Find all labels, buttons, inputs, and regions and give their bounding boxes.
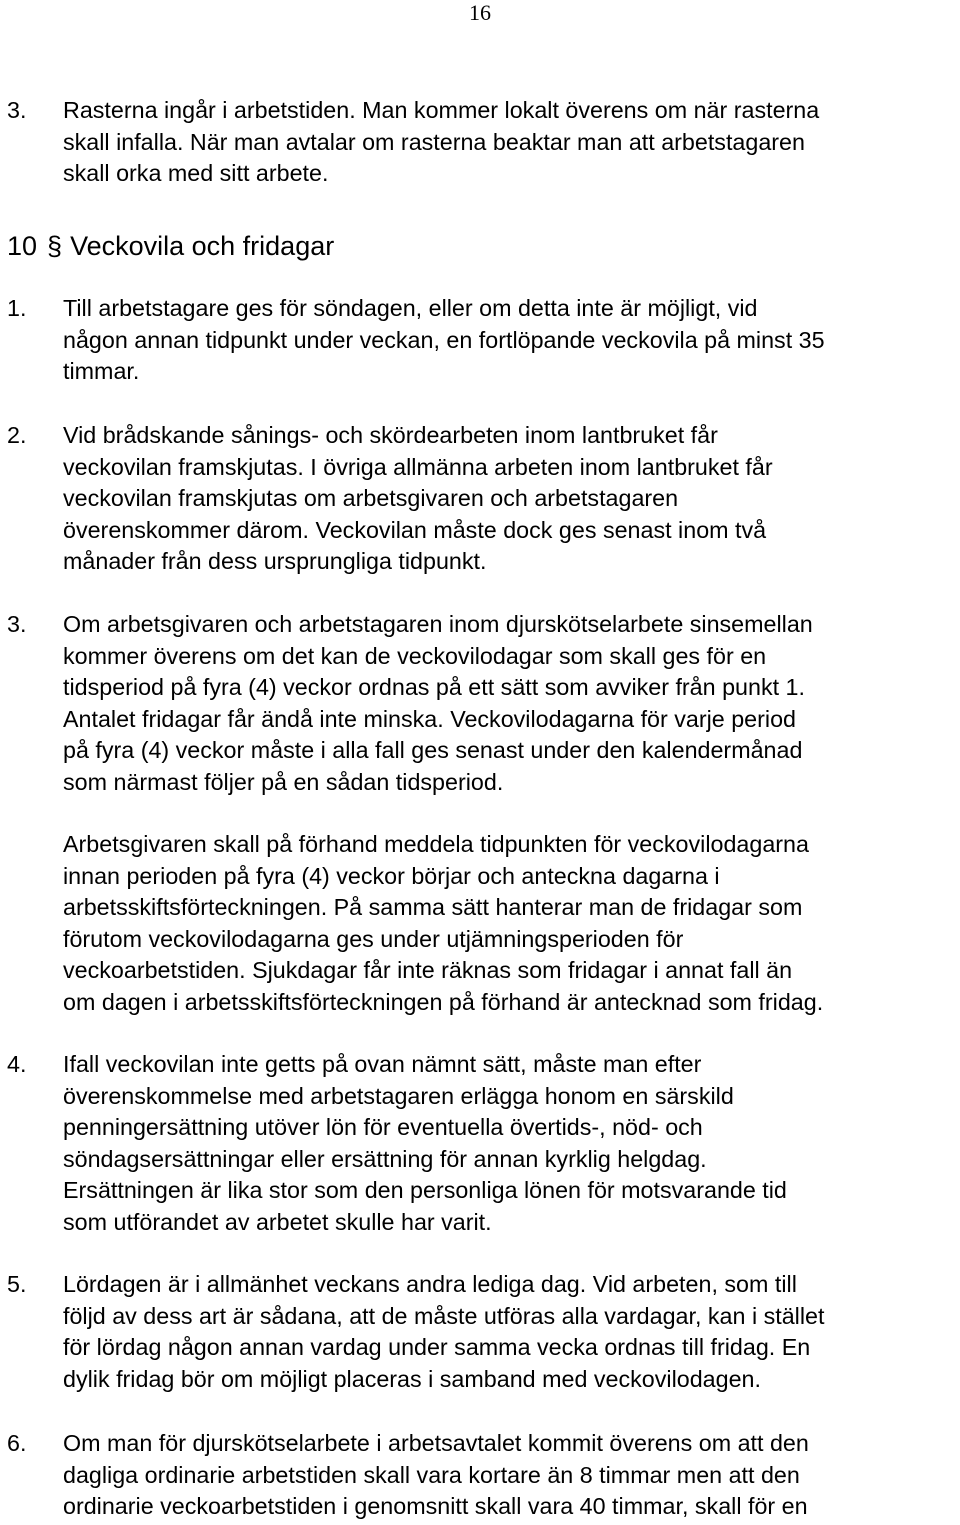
text-line: veckovilan framskjutas om arbetsgivaren och arbetstagaren (63, 485, 679, 511)
text-line: Lördagen är i allmänhet veckans andra lediga dag. Vid arbeten, som till (63, 1271, 797, 1297)
text-line: Rasterna ingår i arbetstiden. Man kommer lokalt överens om när rasterna (63, 97, 820, 123)
text-line: Till arbetstagare ges för söndagen, eller om detta inte är möjligt, vid (63, 295, 758, 321)
section-title: Veckovila och fridagar (70, 231, 335, 261)
text-line: kommer överens om det kan de veckovilodagar som skall ges för en (63, 642, 767, 669)
section-heading (7, 229, 334, 263)
page-number: 16 (469, 0, 491, 25)
section-symbol: § (47, 231, 63, 261)
text-line: dagliga ordinarie arbetstiden skall vara kortare än 8 timmar men att den (63, 1461, 800, 1488)
text-line: Om arbetsgivaren och arbetstagaren inom djurskötselarbete sinsemellan (63, 611, 813, 637)
text-line: tidsperiod på fyra (4) veckor ordnas på ett sätt som avviker från punkt 1. (63, 674, 805, 700)
text-line: veckoarbetstiden. Sjukdagar får inte räknas som fridagar i annat fall än (63, 957, 793, 983)
text-line: skall infalla. När man avtalar om rasterna beaktar man att arbetstagaren (63, 128, 805, 155)
text-line: någon annan tidpunkt under veckan, en fortlöpande veckovila på minst 35 (63, 326, 825, 353)
item-text (63, 420, 958, 578)
text-line: arbetsskiftsförteckningen. På samma sätt hanterar man de fridagar som (63, 894, 803, 920)
text-line: som närmast följer på en sådan tidsperiod. (63, 768, 504, 795)
text-line: överenskommer därom. Veckovilan måste dock ges senast inom två (63, 516, 767, 543)
item-number: 5. (7, 1271, 27, 1297)
text-line: penningersättning utöver lön för eventuella övertids-, nöd- och (63, 1114, 703, 1140)
text-line: som utförandet av arbetet skulle har varit. (63, 1208, 492, 1235)
item-number: 6. (7, 1430, 27, 1456)
item-text (63, 1049, 958, 1238)
section-number: 10 (7, 231, 38, 261)
text-line: innan perioden på fyra (4) veckor börjar och anteckna dagarna i (63, 862, 720, 889)
text-line: överenskommelse med arbetstagaren erlägga honom en särskild (63, 1082, 734, 1109)
item-text (63, 1428, 958, 1523)
text-line: Arbetsgivaren skall på förhand meddela tidpunkten för veckovilodagarna (63, 831, 809, 857)
text-line: timmar. (63, 358, 140, 384)
text-line: följd av dess art är sådana, att de måste utföras alla vardagar, kan i stället (63, 1302, 825, 1329)
item-text (63, 95, 958, 190)
text-line: på fyra (4) veckor måste i alla fall ges senast under den kalendermånad (63, 737, 803, 763)
text-line: skall orka med sitt arbete. (63, 160, 329, 186)
item-text (63, 293, 958, 388)
item-number: 4. (7, 1051, 27, 1077)
text-line: förutom veckovilodagarna ges under utjämningsperioden för (63, 925, 684, 952)
item-number: 3. (7, 97, 27, 123)
text-line: ordinarie veckoarbetstiden i genomsnitt skall vara 40 timmar, skall för en (63, 1493, 808, 1519)
text-line: dylik fridag bör om möjligt placeras i samband med veckovilodagen. (63, 1365, 761, 1392)
text-line: veckovilan framskjutas. I övriga allmänna arbeten inom lantbruket får (63, 453, 773, 480)
text-line: Ersättningen är lika stor som den personliga lönen för motsvarande tid (63, 1177, 787, 1203)
item-number: 2. (7, 422, 27, 448)
item-text (63, 1269, 958, 1395)
item-text (63, 829, 958, 1018)
text-line: för lördag någon annan vardag under samma vecka ordnas till fridag. En (63, 1334, 811, 1360)
text-line: Om man för djurskötselarbete i arbetsavtalet kommit överens om att den (63, 1430, 809, 1456)
text-line: Ifall veckovilan inte getts på ovan nämnt sätt, måste man efter (63, 1051, 702, 1077)
text-line: om dagen i arbetsskiftsförteckningen på förhand är antecknad som fridag. (63, 988, 824, 1015)
item-number: 1. (7, 295, 27, 321)
text-line: söndagsersättningar eller ersättning för annan kyrklig helgdag. (63, 1145, 707, 1172)
text-line: Vid brådskande sånings- och skördearbeten inom lantbruket får (63, 422, 718, 448)
item-text (63, 609, 958, 798)
item-number: 3. (7, 611, 27, 637)
text-line: månader från dess ursprungliga tidpunkt. (63, 548, 487, 574)
text-line: Antalet fridagar får ändå inte minska. Veckovilodagarna för varje period (63, 705, 796, 732)
